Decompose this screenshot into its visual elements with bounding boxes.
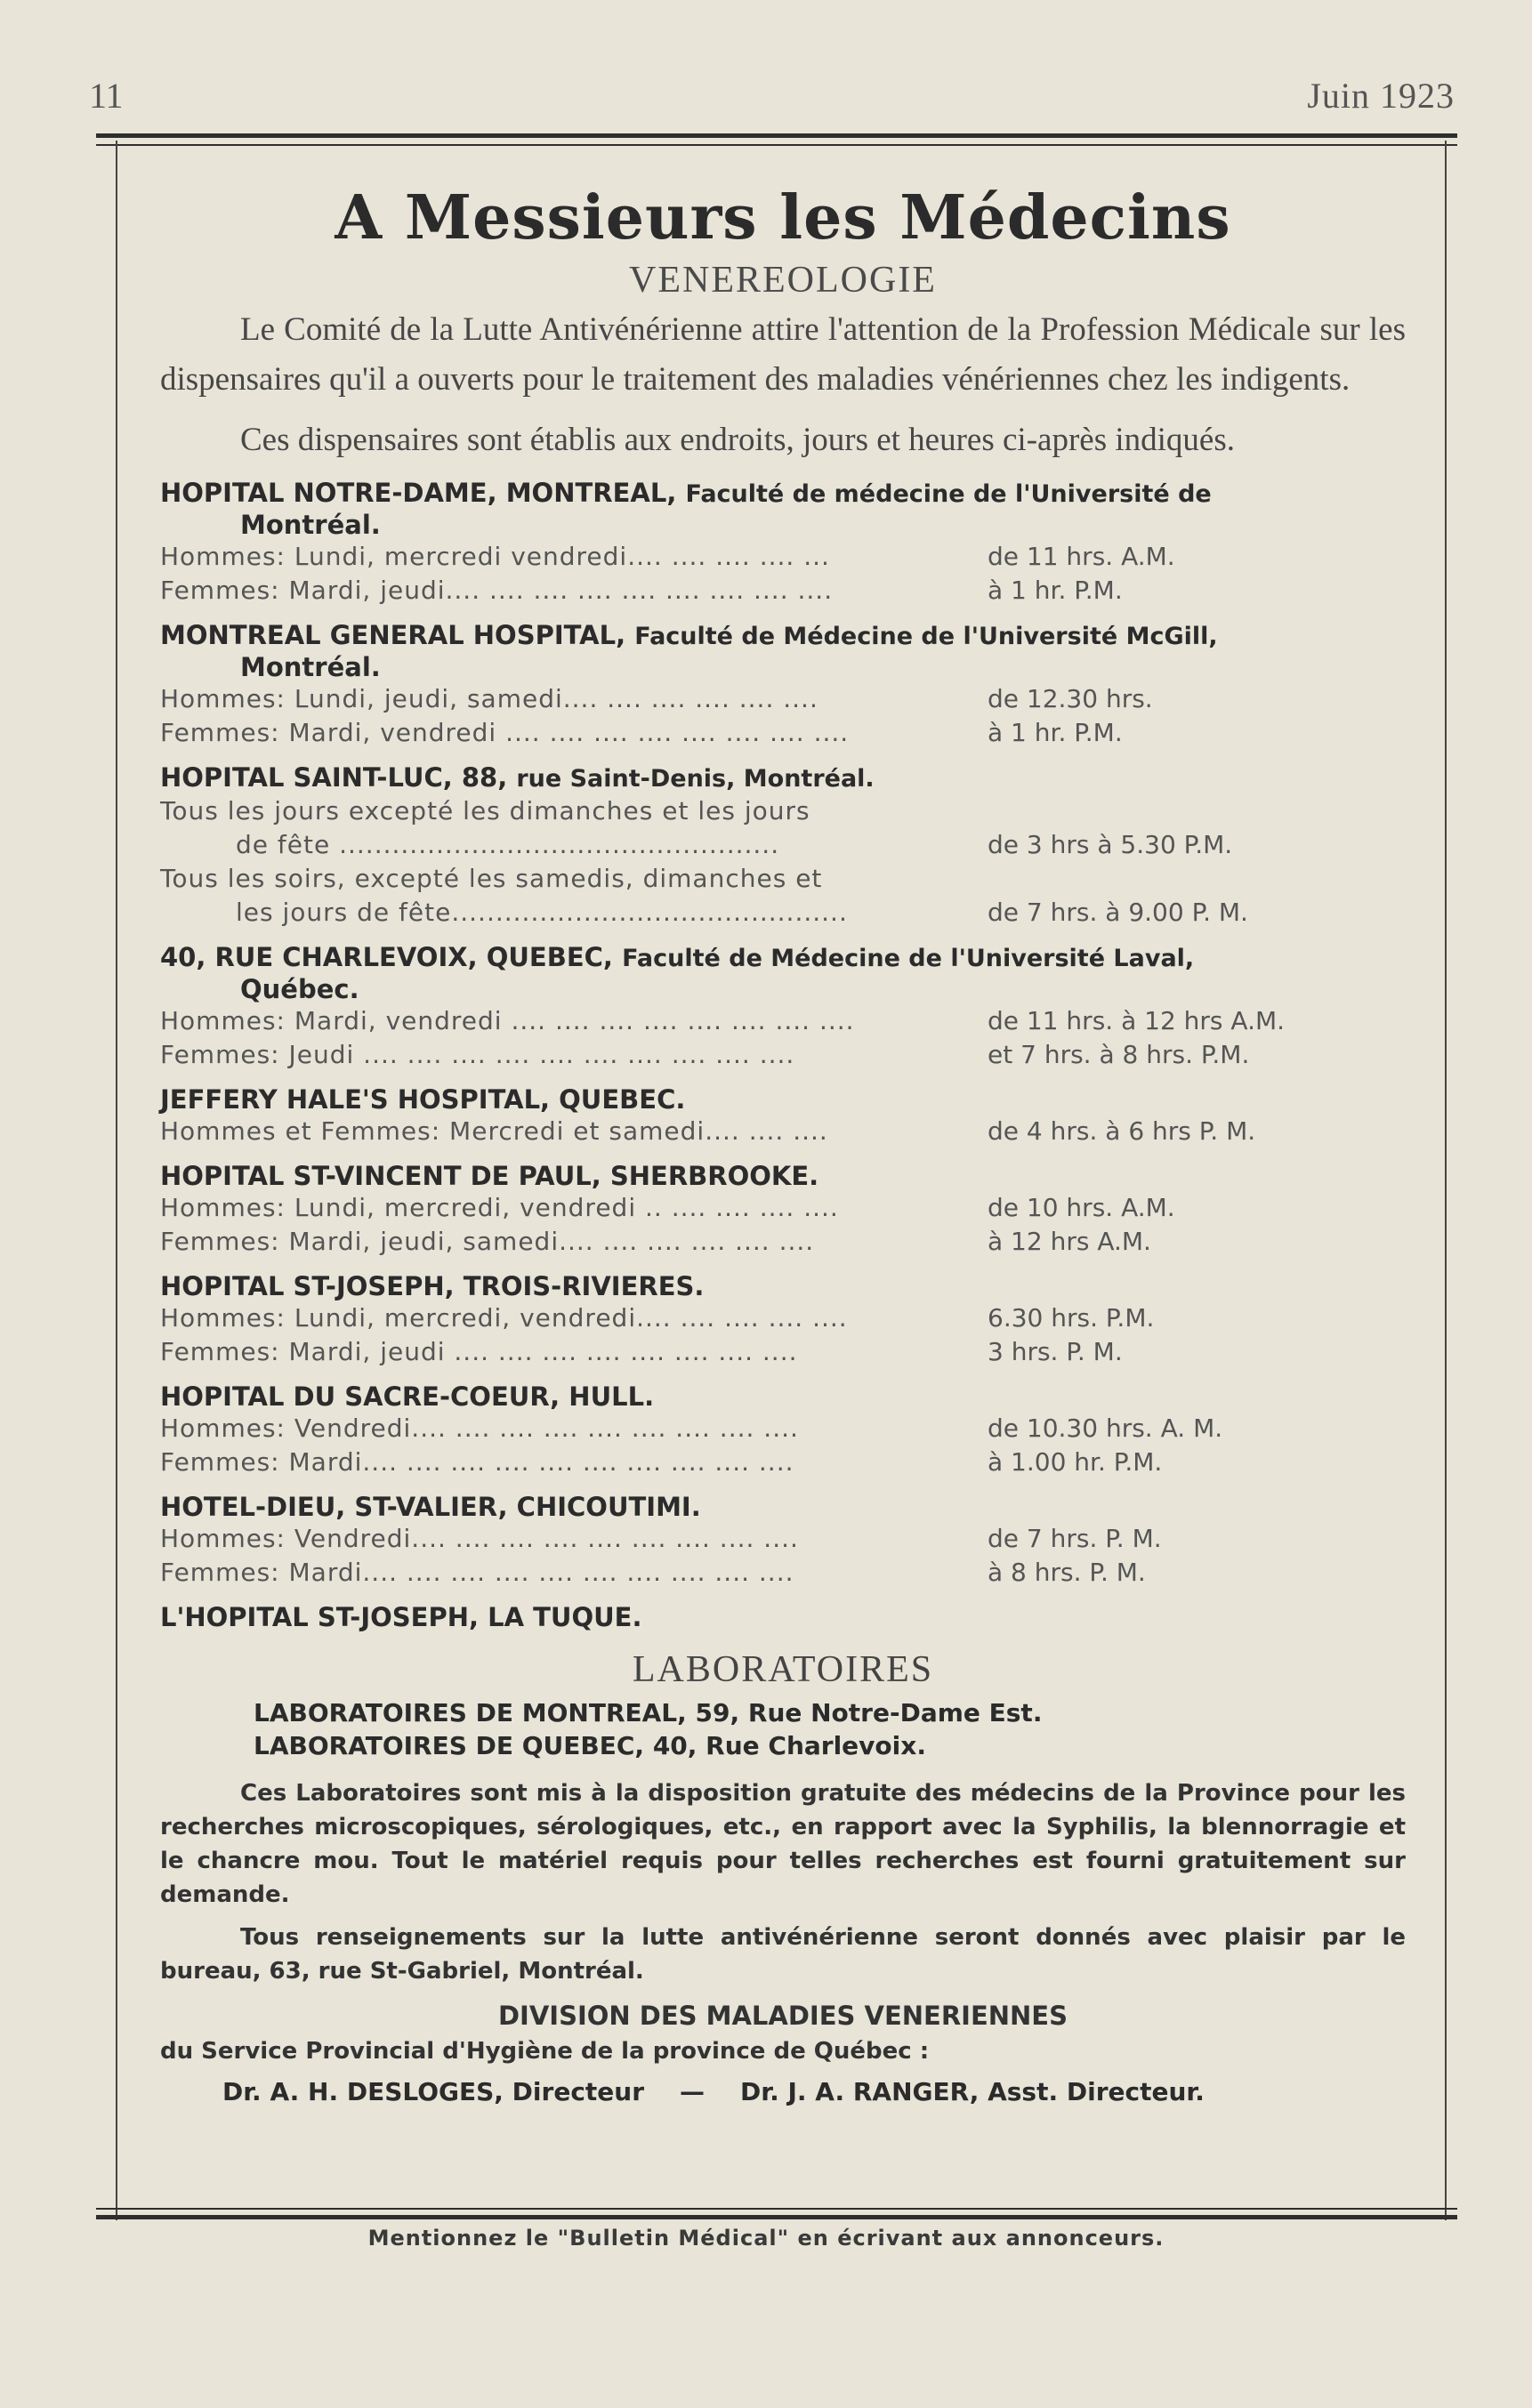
schedule-row [160,1004,1406,1038]
dispensary-entry [160,478,1406,608]
schedule-days [160,1115,943,1148]
dispensary-heading [160,1492,1406,1522]
schedule-row [160,574,1406,608]
schedule-days [160,716,943,750]
schedule-row [160,1225,1406,1259]
schedule-row [160,1335,1406,1369]
dispensary-entry [160,1161,1406,1259]
dispensary-name: HOPITAL SAINT-LUC, 88, [160,762,508,793]
signatories [160,2077,1406,2106]
dispensary-heading [160,1602,1406,1632]
service-line: du Service Provincial d'Hygiène de la province de Québec : [160,2038,930,2065]
dispensary-name: JEFFERY HALE'S HOSPITAL, QUEBEC. [160,1084,686,1115]
dispensary-affiliation: rue Saint-Denis, Montréal. [516,765,875,793]
schedule-hours: à 8 hrs. P. M. [988,1558,1146,1587]
schedule-days-text: Tous les jours excepté les dimanches et les jours [160,796,810,825]
schedule-hours: de 7 hrs. à 9.00 P. M. [988,898,1248,927]
schedule-days-text: Hommes: Mardi, vendredi .... .... .... .... .... .... .... .... [160,1006,855,1035]
schedule-days-text: Femmes: Mardi.... .... .... .... .... .... .... .... .... .... [160,1447,794,1477]
dispensary-name: MONTREAL GENERAL HOSPITAL, [160,620,626,650]
schedule-days [160,1301,943,1335]
schedule-row [160,1115,1406,1148]
schedule-days-text: Hommes: Vendredi.... .... .... .... .... .... .... .... .... [160,1413,799,1443]
schedule-hours: à 1.00 hr. P.M. [988,1447,1163,1477]
intro-paragraph: Le Comité de la Lutte Antivénérienne attire l'attention de la Profession Médicale sur les dispensaires qu'il a ouverts pour le traitement des maladies vénériennes chez les indigents. [160,311,1406,398]
schedule-days [160,828,943,862]
info-paragraph: Tous renseignements sur la lutte antivénérienne seront donnés avec plaisir par le bureau, 63, rue St-Gabriel, Montréal. [160,1924,1406,1985]
dispensary-name: HOPITAL ST-VINCENT DE PAUL, SHERBROOKE. [160,1161,819,1191]
ad-title: A Messieurs les Médecins [335,182,1231,254]
dispensary-heading [160,1381,1406,1412]
schedule-row [160,1446,1406,1479]
dispensary-name: HOPITAL ST-JOSEPH, TROIS-RIVIERES. [160,1271,705,1301]
labs-title: LABORATOIRES [632,1649,934,1690]
director-name: Dr. A. H. DESLOGES, Directeur [222,2077,645,2106]
dispensary-entry [160,1271,1406,1369]
dispensary-heading [160,620,1406,652]
dispensary-name: HOTEL-DIEU, ST-VALIER, CHICOUTIMI. [160,1492,701,1522]
schedule-row [160,862,1406,896]
dispensary-city: Montréal. [240,652,381,682]
schedule-row [160,682,1406,716]
bottom-rule [96,2215,1457,2219]
dispensary-heading [160,942,1406,974]
dispensary-entry [160,1381,1406,1479]
division-title: DIVISION DES MALADIES VENERIENNES [497,2001,1068,2031]
schedule-row [160,1191,1406,1225]
schedule-hours: de 11 hrs. A.M. [988,542,1175,571]
dispensary-entry [160,620,1406,750]
schedule-row [160,540,1406,574]
schedule-hours: 3 hrs. P. M. [988,1337,1123,1366]
schedule-row [160,1522,1406,1556]
signature-dash: — [680,2077,706,2106]
dispensary-entry [160,942,1406,1072]
schedule-row [160,1038,1406,1072]
schedule-days [160,540,943,574]
schedule-hours: de 4 hrs. à 6 hrs P. M. [988,1116,1256,1146]
schedule-row [160,1556,1406,1590]
schedule-hours: de 3 hrs à 5.30 P.M. [988,830,1233,859]
schedule-days-text: Hommes: Vendredi.... .... .... .... .... .... .... .... .... [160,1524,799,1553]
schedule-days-text: les jours de fête............................................. [236,898,848,927]
schedule-days-text: Hommes: Lundi, mercredi vendredi.... .... .... .... ... [160,542,830,571]
schedule-hours: de 7 hrs. P. M. [988,1524,1162,1553]
page-header [89,75,1455,119]
schedule-days-text: de fête .................................................. [236,830,780,859]
schedule-row [160,896,1406,930]
dispensary-entry [160,762,1406,930]
dispensary-entry [160,1084,1406,1148]
schedule-days-text: Femmes: Mardi, jeudi, samedi.... .... .... .... .... .... [160,1227,815,1256]
footer-note: Mentionnez le "Bulletin Médical" en écrivant aux annonceurs. [367,2226,1165,2251]
schedule-days-text: Tous les soirs, excepté les samedis, dimanches et [160,864,823,893]
top-rule [96,133,1457,138]
schedule-days-text: Hommes: Lundi, mercredi, vendredi .. .... .... .... .... [160,1193,839,1222]
schedule-days [160,862,943,896]
dispensary-affiliation: Faculté de médecine de l'Université de [685,480,1212,508]
schedule-days [160,1191,943,1225]
labs-paragraph: Ces Laboratoires sont mis à la disposition gratuite des médecins de la Province pour les recherches microscopiques, sérologiques, etc., en rapport avec la Syphilis, la blennorragie et le chancre mou. Tout le matériel requis pour telles recherches est fourni gratuitement sur demande. [160,1780,1406,1908]
page-number: 11 [89,76,124,116]
schedule-hours: à 12 hrs A.M. [988,1227,1151,1256]
advertisement [160,182,1406,2106]
schedule-days [160,1522,943,1556]
section-title: VENEREOLOGIE [629,260,937,301]
dispensary-list [160,478,1406,1632]
dispensary-affiliation: Faculté de Médecine de l'Université McGill, [634,623,1218,650]
schedule-row [160,1412,1406,1446]
lab-montreal: LABORATOIRES DE MONTREAL, 59, Rue Notre-Dame Est. [254,1698,1043,1727]
schedule-days-text: Hommes: Lundi, mercredi, vendredi.... .... .... .... .... [160,1303,848,1333]
schedule-days-text: Femmes: Jeudi .... .... .... .... .... .... .... .... .... .... [160,1040,795,1069]
dispensary-name: HOPITAL NOTRE-DAME, MONTREAL, [160,478,677,508]
schedule-row [160,794,1406,828]
assistant-director-name: Dr. J. A. RANGER, Asst. Directeur. [740,2077,1205,2106]
schedule-days [160,896,943,930]
lab-quebec: LABORATOIRES DE QUEBEC, 40, Rue Charlevoix. [254,1731,926,1760]
schedule-row [160,716,1406,750]
dispensary-heading [160,1161,1406,1191]
dispensary-affiliation: Faculté de Médecine de l'Université Laval, [622,945,1195,972]
schedule-days [160,682,943,716]
schedule-days-text: Femmes: Mardi.... .... .... .... .... .... .... .... .... .... [160,1558,794,1587]
dispensary-name: L'HOPITAL ST-JOSEPH, LA TUQUE. [160,1602,642,1632]
schedule-days [160,1038,943,1072]
dispensary-entry [160,1602,1406,1632]
schedule-hours [988,862,1406,896]
schedule-days [160,1446,943,1479]
schedule-days [160,794,943,828]
page-date: Juin 1923 [1307,76,1455,116]
schedule-hours: 6.30 hrs. P.M. [988,1303,1155,1333]
intro-paragraph-2: Ces dispensaires sont établis aux endroits, jours et heures ci-après indiqués. [240,422,1235,458]
schedule-days-text: Femmes: Mardi, jeudi.... .... .... .... .... .... .... .... .... [160,576,834,605]
schedule-days-text: Femmes: Mardi, vendredi .... .... .... .... .... .... .... .... [160,718,850,747]
schedule-days [160,574,943,608]
dispensary-city: Québec. [240,974,359,1004]
dispensary-city: Montréal. [240,510,381,540]
schedule-hours: à 1 hr. P.M. [988,718,1123,747]
schedule-days [160,1412,943,1446]
schedule-hours: à 1 hr. P.M. [988,576,1123,605]
schedule-days-text: Hommes et Femmes: Mercredi et samedi.... .... .... [160,1116,828,1146]
schedule-days [160,1335,943,1369]
schedule-hours: et 7 hrs. à 8 hrs. P.M. [988,1040,1250,1069]
dispensary-name: 40, RUE CHARLEVOIX, QUEBEC, [160,942,613,972]
dispensary-name: HOPITAL DU SACRE-COEUR, HULL. [160,1381,655,1412]
schedule-hours: de 11 hrs. à 12 hrs A.M. [988,1006,1286,1035]
schedule-days-text: Hommes: Lundi, jeudi, samedi.... .... .... .... .... .... [160,684,818,713]
dispensary-heading [160,1271,1406,1301]
schedule-days [160,1225,943,1259]
dispensary-heading [160,762,1406,794]
bottom-rule-thin [96,2208,1457,2210]
dispensary-heading [160,478,1406,510]
dispensary-entry [160,1492,1406,1590]
schedule-hours: de 10.30 hrs. A. M. [988,1413,1223,1443]
schedule-row [160,828,1406,862]
schedule-days-text: Femmes: Mardi, jeudi .... .... .... .... .... .... .... .... [160,1337,798,1366]
schedule-hours: de 10 hrs. A.M. [988,1193,1175,1222]
schedule-days [160,1556,943,1590]
schedule-hours: de 12.30 hrs. [988,684,1153,713]
dispensary-heading [160,1084,1406,1115]
schedule-hours [988,794,1406,828]
schedule-row [160,1301,1406,1335]
schedule-days [160,1004,943,1038]
